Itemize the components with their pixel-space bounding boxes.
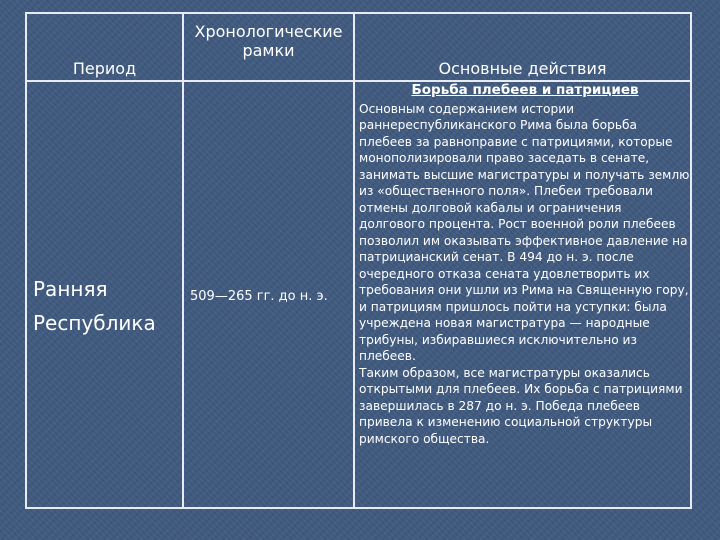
history-table <box>25 12 692 509</box>
cell-chronological-range: 509—265 гг. до н. э. <box>190 289 328 304</box>
header-chronological-range: Хронологические рамки <box>194 22 343 60</box>
header-main-actions: Основные действия <box>438 59 607 78</box>
cell-main-actions <box>359 82 691 507</box>
actions-paragraph: Основным содержанием истории раннереспубликанского Рима была борьба плебеев за равноправие с патрициями, которые монополизировали право заседать в сенате, занимать высшие магистратуры и получать землю из «общественного поля». Плебеи требовали отмены долговой кабалы и ограничения долгового процента. Рост военной роли плебеев позволил им оказывать эффективное давление на патрицианский сенат. В 494 до н. э. после очередного отказа сената удовлетворить их требования они ушли из Рима на Священную гору, и патрициям пришлось пойти на уступки: была учреждена новая магистратура — народные трибуны, избиравшиеся исключительно из плебеев. <box>359 101 690 363</box>
header-period: Период <box>72 59 137 78</box>
actions-subheading: Борьба плебеев и патрициев <box>411 82 639 98</box>
actions-paragraph: Таким образом, все магистратуры оказались открытыми для плебеев. Их борьба с патрициями завершилась в 287 до н. э. Победа плебеев привела к изменению социальной структуры римского общества. <box>359 365 683 446</box>
cell-period: Ранняя Республика <box>33 276 156 335</box>
column-divider <box>182 14 184 507</box>
column-divider <box>353 14 355 507</box>
